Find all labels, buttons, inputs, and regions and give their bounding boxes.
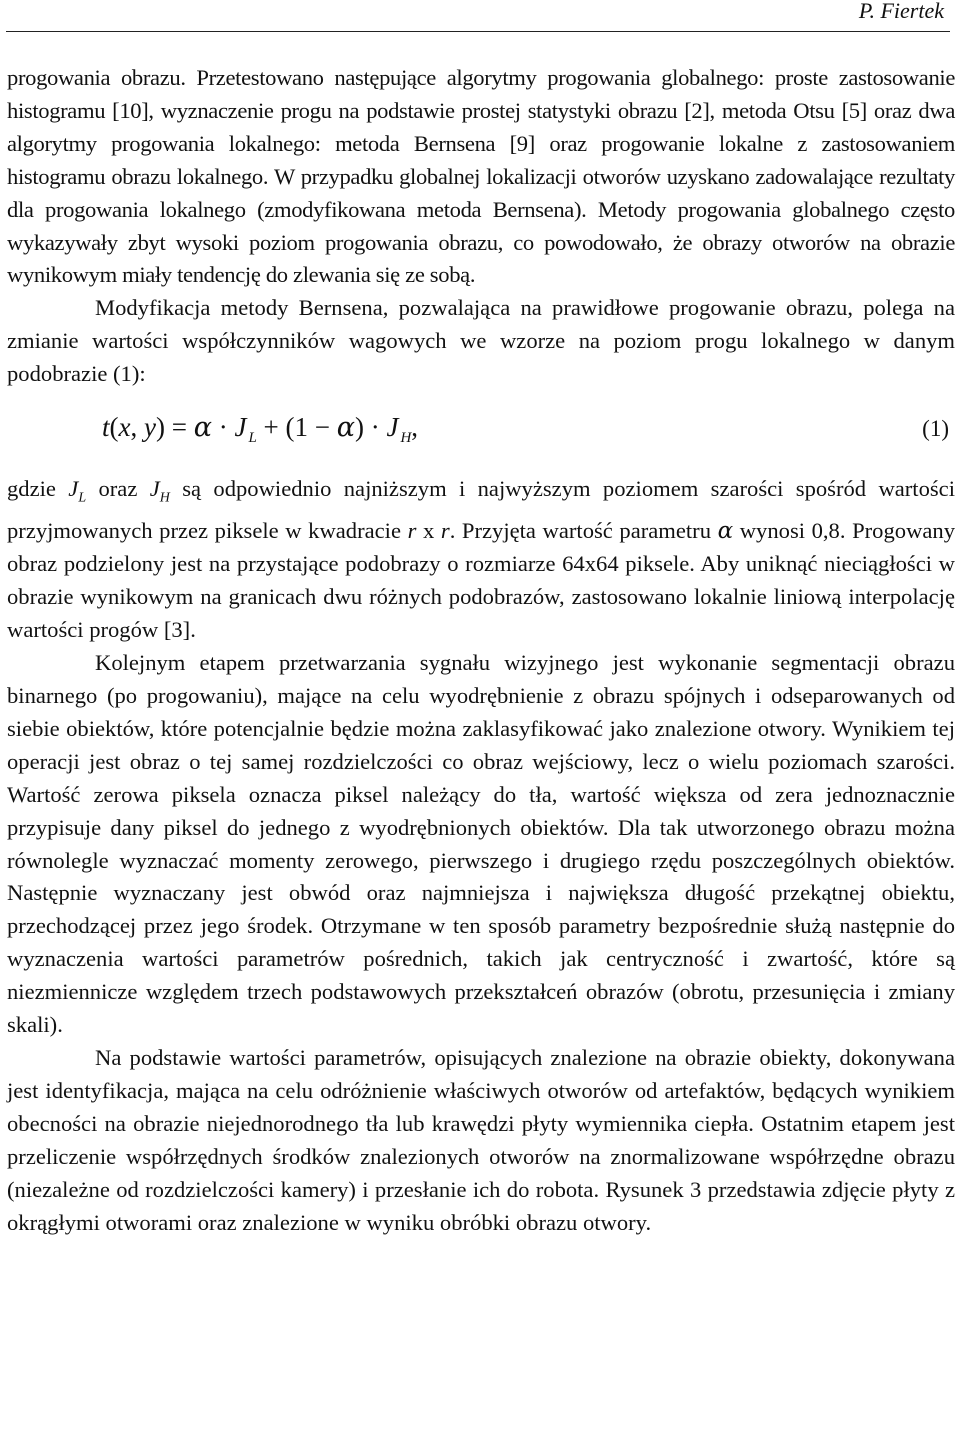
paragraph-bernsen-modification: Modyfikacja metody Bernsena, pozwalająca na prawidłowe progowanie obrazu, polega na zmianie wartości współczynników wagowych we wzorze na poziom progu lokalnego w danym podobrazie (1): <box>7 295 955 387</box>
paragraph-segmentation: Kolejnym etapem przetwarzania sygnału wizyjnego jest wykonanie segmentacji obrazu binarnego (po progowaniu), mające na celu wyodrębnienie z obrazu spójnych i odseparowanych od siebie obiektów, które potencjalnie będzie można zaklasyfikować jako znalezione otwory. Wynikiem tej operacji jest obraz o tej samej rozdzielczości co obraz wejściowy, lecz o wielu poziomach szarości. Wartość zerowa piksela oznacza piksel należący do tła, wartość większa od zera jednoznacznie przypisuje dany piksel do jednego z wyodrębnionych obiektów. Dla tak utworzonego obrazu można równolegle wyznaczać momenty zerowego, pierwszego i drugiego rzędu poszczególnych obiektów. Następnie wyznaczany jest obwód oraz najmniejsza i największa długość przekątnej obiektu, przechodzącej przez jego środek. Otrzymane w ten sposób parametry bezpośrednie służą następnie do wyznaczenia wartości parametrów pośrednich, takich jak centryczność i zwartość, które są niezmiennicze względem trzech podstawowych przekształceń obrazów (obrotu, przesunięcia i zmiany skali). <box>7 650 955 1038</box>
running-head-author: P. Fiertek <box>858 0 944 23</box>
equation-number: (1) <box>922 416 949 442</box>
paragraph-identification: Na podstawie wartości parametrów, opisujących znalezione na obrazie obiekty, dokonywana jest identyfikacja, mająca na celu odróżnienie właściwych otworów od artefaktów, będących wynikiem obecności na obrazie niejednorodnego tła lub krawędzi płyty wymiennika ciepła. Ostatnim etapem jest przeliczenie współrzędnych środków znalezionych otworów na znormalizowane współrzędne obrazu (niezależne od rozdzielczości kamery) i przesłanie ich do robota. Rysunek 3 przedstawia zdjęcie płyty z okrągłymi otworami oraz znalezione w wyniku obróbki obrazu otwory. <box>7 1044 955 1235</box>
equation-1 <box>7 391 955 473</box>
equation-formula: t(x, y) = α · J $_L$ + (1 − α) · J $_H$, <box>102 412 419 447</box>
paragraph-equation-explanation: gdzie $J_L$ oraz $J_H$ są odpowiednio najniższym i najwyższym poziomem szarości spośród wartości przyjmowanych przez piksele w kwadracie r x r. Przyjęta wartość parametru α wynosi 0,8. Progowany obraz podzielony jest na przystające podobrazy o rozmiarze 64x64 piksele. Aby uniknąć nieciągłości w obrazie wynikowym na granicach dwu różnych podobrazów, zastosowano lokalnie liniową interpolację wartości progów [3]. <box>7 476 956 643</box>
page-header <box>6 0 950 32</box>
paragraph-thresholding-algorithms: progowania obrazu. Przetestowano następujące algorytmy progowania globalnego: proste zastosowanie histogramu [10], wyznaczenie progu na podstawie prostej statystyki obrazu [2], metoda Otsu [5] oraz dwa algorytmy progowania lokalnego: metoda Bernsena [9] oraz progowanie lokalne z zastosowaniem histogramu obrazu lokalnego. W przypadku globalnej lokalizacji otworów uzyskano zadowalające rezultaty dla progowania lokalnego (zmodyfikowana metoda Bernsena). Metody progowania globalnego często wykazywały zbyt wysoki poziom progowania obrazu, co powodowało, że obrazy otworów na obrazie wynikowym miały tendencję do zlewania się ze sobą. <box>7 65 955 288</box>
article-body <box>7 62 955 1239</box>
